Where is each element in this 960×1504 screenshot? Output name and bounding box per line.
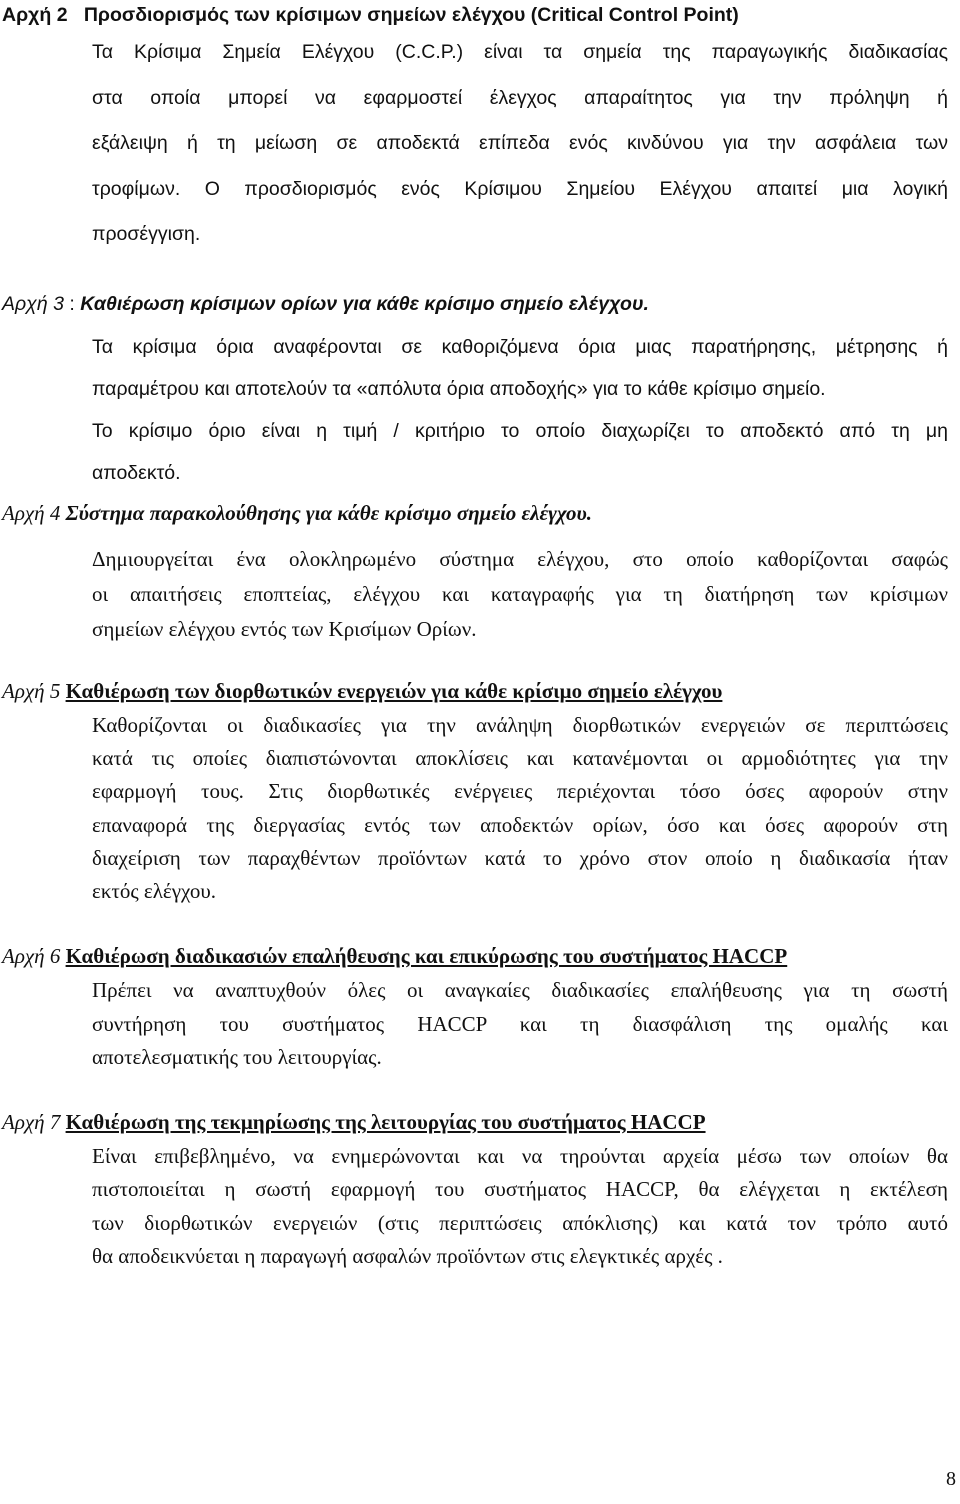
body-line: των διορθωτικών ενεργειών (στις περιπτώσεις απόκλισης) και κατά τον τρόπο αυτό — [92, 1211, 948, 1235]
principle-label: Αρχή 3 — [2, 293, 64, 315]
body-line: κατά τις οποίες διαπιστώνονται αποκλίσεις και κατανέμονται οι αρμοδιότητες για την — [92, 746, 948, 770]
body-line: Καθορίζονται οι διαδικασίες για την ανάληψη διορθωτικών ενεργειών σε περιπτώσεις — [92, 713, 948, 737]
body-line: στα οποία μπορεί να εφαρμοστεί έλεγχος απαραίτητος για την πρόληψη ή — [92, 87, 948, 109]
principle-label: Αρχή 2 — [2, 4, 68, 26]
heading-title: Καθιέρωση κρίσιμων ορίων για κάθε κρίσιμο σημείο ελέγχου. — [80, 293, 649, 315]
body-line: συντήρηση του συστήματος HACCP και τη διασφάλιση της ομαλής και — [92, 1012, 948, 1036]
body-line: Τα κρίσιμα όρια αναφέρονται σε καθοριζόμενα όρια μιας παρατήρησης, μέτρησης ή — [92, 336, 948, 358]
heading-principle-6 — [2, 944, 787, 968]
body-line: πιστοποιείται η σωστή εφαρμογή του συστήματος HACCP, θα ελέγχεται η εκτέλεση — [92, 1177, 948, 1201]
body-line: επαναφορά της διεργασίας εντός των αποδεκτών ορίων, όσο και όσες αφορούν στη — [92, 813, 948, 837]
heading-title: Προσδιορισμός των κρίσιμων σημείων ελέγχου (Critical Control Point) — [83, 4, 739, 26]
heading-principle-3 — [2, 292, 649, 316]
body-line: αποτελεσματικής του λειτουργίας. — [92, 1045, 382, 1069]
principle-label: Αρχή 5 — [2, 679, 61, 703]
body-line: σημείων ελέγχου εντός των Κρισίμων Ορίων. — [92, 617, 477, 641]
body-line: προσέγγιση. — [92, 223, 201, 245]
body-line: Τα Κρίσιμα Σημεία Ελέγχου (C.C.P.) είναι τα σημεία της παραγωγικής διαδικασίας — [92, 41, 948, 63]
heading-principle-7 — [2, 1110, 706, 1134]
heading-title: Σύστημα παρακολούθησης για κάθε κρίσιμο σημείο ελέγχου. — [65, 501, 592, 525]
page-number: 8 — [946, 1468, 956, 1490]
body-line: Πρέπει να αναπτυχθούν όλες οι αναγκαίες διαδικασίες επαλήθευσης για τη σωστή — [92, 978, 948, 1002]
heading-principle-4 — [2, 501, 592, 525]
heading-principle-2 — [2, 3, 739, 27]
body-line: εξάλειψη ή τη μείωση σε αποδεκτά επίπεδα ενός κινδύνου για την ασφάλεια των — [92, 132, 948, 154]
body-line: Είναι επιβεβλημένο, να ενημερώνονται και να τηρούνται αρχεία μέσω των οποίων θα — [92, 1144, 948, 1168]
body-line: θα αποδεικνύεται η παραγωγή ασφαλών προϊόντων στις ελεγκτικές αρχές . — [92, 1244, 723, 1268]
heading-title: Καθιέρωση των διορθωτικών ενεργειών για κάθε κρίσιμο σημείο ελέγχου — [65, 679, 723, 703]
heading-title: Καθιέρωση της τεκμηρίωσης της λειτουργίας του συστήματος HACCP — [65, 1110, 706, 1134]
body-line: εκτός ελέγχου. — [92, 879, 217, 903]
principle-label: Αρχή 7 — [2, 1110, 61, 1134]
body-line: διαχείριση των παραχθέντων προϊόντων κατά το χρόνο στον οποίο η διαδικασία ήταν — [92, 846, 948, 870]
body-line: εφαρμογή τους. Στις διορθωτικές ενέργειες περιέχονται τόσο όσες αφορούν στην — [92, 779, 948, 803]
body-line: αποδεκτό. — [92, 462, 181, 484]
label-separator: : — [63, 293, 81, 315]
heading-principle-5 — [2, 679, 722, 703]
heading-title: Καθιέρωση διαδικασιών επαλήθευσης και επικύρωσης του συστήματος HACCP — [65, 944, 788, 968]
principle-label: Αρχή 6 — [2, 944, 61, 968]
body-line: Δημιουργείται ένα ολοκληρωμένο σύστημα ελέγχου, στο οποίο καθορίζονται σαφώς — [92, 547, 948, 571]
body-line: οι απαιτήσεις εποπτείας, ελέγχου και καταγραφής για τη διατήρηση των κρίσιμων — [92, 582, 948, 606]
body-line: παραμέτρου και αποτελούν τα «απόλυτα όρια αποδοχής» για το κάθε κρίσιμο σημείο. — [92, 378, 826, 400]
body-line: τροφίμων. Ο προσδιορισμός ενός Κρίσιμου Σημείου Ελέγχου απαιτεί μια λογική — [92, 178, 948, 200]
body-line: Το κρίσιμο όριο είναι η τιμή / κριτήριο το οποίο διαχωρίζει το αποδεκτό από τη μη — [92, 420, 948, 442]
principle-label: Αρχή 4 — [2, 501, 61, 525]
